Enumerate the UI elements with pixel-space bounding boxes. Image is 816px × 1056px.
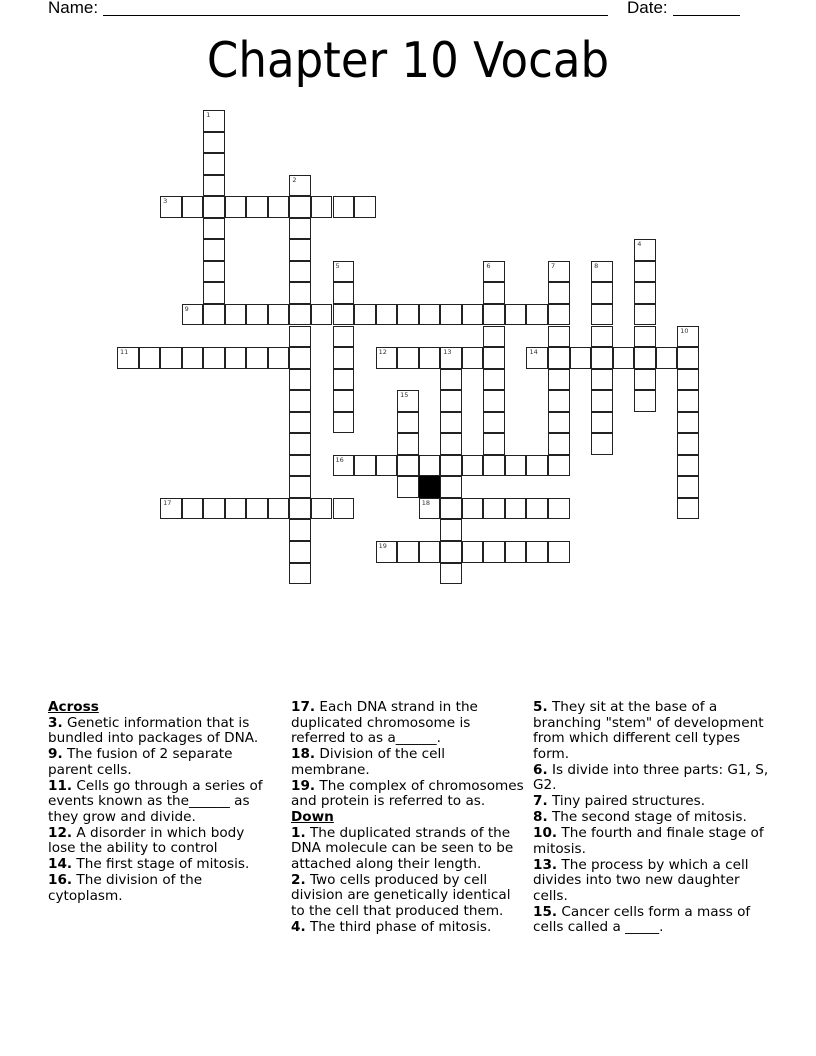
grid-cell[interactable] (677, 326, 699, 348)
grid-cell[interactable] (505, 455, 527, 477)
grid-cell[interactable] (311, 304, 333, 326)
clue-number: 18. (291, 746, 316, 762)
clue-number: 7. (533, 793, 548, 809)
clue-item (291, 779, 526, 810)
grid-cell[interactable] (483, 282, 505, 304)
grid-cell[interactable] (289, 282, 311, 304)
clue-number: 19. (291, 777, 316, 794)
grid-cell[interactable] (289, 390, 311, 412)
grid-cell[interactable] (440, 369, 462, 391)
grid-cell[interactable] (289, 196, 311, 218)
grid-cell[interactable] (440, 563, 462, 585)
grid-cell[interactable] (333, 498, 355, 520)
page-title: Chapter 10 Vocab (206, 32, 610, 89)
grid-cell[interactable] (634, 239, 656, 261)
grid-cell[interactable] (483, 455, 505, 477)
clue-text: Tiny paired structures. (547, 793, 706, 809)
grid-cell[interactable] (203, 304, 225, 326)
grid-cell[interactable] (289, 412, 311, 434)
clue-item (291, 873, 526, 920)
clue-item (291, 920, 526, 936)
grid-cell[interactable] (289, 455, 311, 477)
grid-cell[interactable] (289, 498, 311, 520)
grid-cell[interactable] (268, 304, 290, 326)
cell-number: 18 (421, 498, 430, 507)
black-cell (419, 476, 441, 498)
grid-cell[interactable] (570, 347, 592, 369)
grid-cell[interactable] (613, 347, 635, 369)
cell-number: 6 (486, 261, 491, 270)
grid-cell[interactable] (376, 455, 398, 477)
grid-cell[interactable] (440, 347, 462, 369)
grid-cell[interactable] (591, 282, 613, 304)
grid-cell[interactable] (483, 261, 505, 283)
clue-item (48, 826, 273, 857)
grid-cell[interactable] (419, 498, 441, 520)
grid-cell[interactable] (526, 455, 548, 477)
cell-number: 14 (529, 348, 538, 357)
grid-cell[interactable] (483, 304, 505, 326)
clue-column-1 (48, 700, 273, 905)
grid-cell[interactable] (548, 498, 570, 520)
grid-cell[interactable] (483, 541, 505, 563)
grid-cell[interactable] (526, 304, 548, 326)
grid-cell[interactable] (548, 369, 570, 391)
grid-cell[interactable] (182, 498, 204, 520)
clue-text: The third phase of mitosis. (305, 918, 492, 935)
grid-cell[interactable] (462, 498, 484, 520)
cell-number: 11 (120, 348, 129, 357)
cell-number: 17 (163, 498, 172, 507)
grid-cell[interactable] (333, 282, 355, 304)
grid-cell[interactable] (548, 541, 570, 563)
grid-cell[interactable] (440, 498, 462, 520)
clue-item (48, 747, 273, 778)
grid-cell[interactable] (483, 347, 505, 369)
grid-cell[interactable] (548, 433, 570, 455)
clue-text: Cells go through a series of events known as the______ as they grow and divide. (48, 777, 263, 825)
clue-number: 17. (291, 699, 316, 715)
grid-cell[interactable] (505, 498, 527, 520)
grid-cell[interactable] (440, 304, 462, 326)
cell-number: 5 (335, 261, 340, 270)
down-heading: Down (291, 809, 334, 825)
cell-number: 3 (163, 197, 168, 206)
clue-item (533, 794, 773, 810)
grid-cell[interactable] (677, 455, 699, 477)
clue-text: The duplicated strands of the DNA molecule can be seen to be attached along their length. (291, 824, 514, 872)
grid-cell[interactable] (634, 347, 656, 369)
clue-item (533, 826, 773, 857)
grid-cell[interactable] (677, 347, 699, 369)
clue-text: Is divide into three parts: G1, S, G2. (533, 761, 769, 793)
clue-item (48, 873, 273, 904)
clue-item (291, 700, 526, 747)
grid-cell[interactable] (419, 541, 441, 563)
grid-cell[interactable] (591, 261, 613, 283)
grid-cell[interactable] (333, 326, 355, 348)
grid-cell[interactable] (203, 498, 225, 520)
grid-cell[interactable] (203, 153, 225, 175)
grid-cell[interactable] (246, 498, 268, 520)
clue-number: 2. (291, 871, 306, 888)
grid-cell[interactable] (354, 455, 376, 477)
clue-item (291, 826, 526, 873)
crossword-grid (117, 110, 717, 590)
grid-cell[interactable] (483, 433, 505, 455)
grid-cell[interactable] (548, 304, 570, 326)
grid-cell[interactable] (289, 175, 311, 197)
grid-cell[interactable] (289, 476, 311, 498)
clue-text: The process by which a cell divides into two new daughter cells. (533, 856, 749, 904)
clue-number: 13. (533, 856, 558, 873)
clue-item (291, 747, 526, 778)
grid-cell[interactable] (182, 196, 204, 218)
grid-cell[interactable] (483, 326, 505, 348)
clue-text: Genetic information that is bundled into packages of DNA. (48, 714, 259, 746)
grid-cell[interactable] (333, 412, 355, 434)
grid-cell[interactable] (526, 541, 548, 563)
grid-cell[interactable] (462, 455, 484, 477)
grid-cell[interactable] (289, 347, 311, 369)
grid-cell[interactable] (677, 476, 699, 498)
cell-number: 7 (551, 261, 556, 270)
clue-text: They sit at the base of a branching "stem" of development from which different cell types form. (533, 699, 764, 762)
grid-cell[interactable] (677, 412, 699, 434)
grid-cell[interactable] (548, 261, 570, 283)
grid-cell[interactable] (289, 239, 311, 261)
grid-cell[interactable] (139, 347, 161, 369)
grid-cell[interactable] (548, 390, 570, 412)
grid-cell[interactable] (268, 196, 290, 218)
grid-cell[interactable] (634, 326, 656, 348)
clue-item (533, 810, 773, 826)
grid-cell[interactable] (440, 412, 462, 434)
clue-number: 3. (48, 714, 63, 731)
grid-cell[interactable] (289, 304, 311, 326)
grid-cell[interactable] (483, 390, 505, 412)
grid-cell[interactable] (203, 239, 225, 261)
clue-item (533, 858, 773, 905)
grid-cell[interactable] (591, 304, 613, 326)
grid-cell[interactable] (333, 455, 355, 477)
clue-column-3 (533, 700, 773, 936)
grid-cell[interactable] (505, 304, 527, 326)
grid-cell[interactable] (548, 347, 570, 369)
grid-cell[interactable] (289, 541, 311, 563)
grid-cell[interactable] (289, 433, 311, 455)
clue-number: 12. (48, 824, 73, 841)
clue-number: 14. (48, 856, 73, 872)
cell-number: 16 (335, 455, 344, 464)
grid-cell[interactable] (462, 347, 484, 369)
cell-number: 1 (206, 111, 211, 119)
grid-cell[interactable] (203, 282, 225, 304)
grid-cell[interactable] (117, 347, 139, 369)
clue-number: 16. (48, 872, 73, 888)
grid-cell[interactable] (203, 110, 225, 132)
grid-cell[interactable] (203, 218, 225, 240)
clue-number: 9. (48, 746, 63, 762)
grid-cell[interactable] (440, 390, 462, 412)
grid-cell[interactable] (225, 304, 247, 326)
grid-cell[interactable] (419, 455, 441, 477)
grid-cell[interactable] (354, 196, 376, 218)
grid-cell[interactable] (397, 541, 419, 563)
clue-text: Each DNA strand in the duplicated chromosome is referred to as a______. (291, 699, 478, 746)
grid-cell[interactable] (634, 261, 656, 283)
clue-text: A disorder in which body lose the ability to control (48, 824, 245, 856)
clue-item (533, 700, 773, 762)
clue-item (48, 857, 273, 873)
clue-number: 8. (533, 809, 548, 825)
grid-cell[interactable] (246, 304, 268, 326)
grid-cell[interactable] (397, 433, 419, 455)
grid-cell[interactable] (397, 476, 419, 498)
cell-number: 9 (184, 304, 189, 313)
grid-cell[interactable] (268, 347, 290, 369)
grid-cell[interactable] (311, 498, 333, 520)
grid-cell[interactable] (634, 369, 656, 391)
grid-cell[interactable] (203, 196, 225, 218)
grid-cell[interactable] (462, 541, 484, 563)
grid-cell[interactable] (289, 261, 311, 283)
grid-cell[interactable] (289, 563, 311, 585)
grid-cell[interactable] (333, 196, 355, 218)
cell-number: 12 (378, 348, 387, 357)
grid-cell[interactable] (440, 476, 462, 498)
clue-text: The division of the cytoplasm. (48, 872, 203, 904)
grid-cell[interactable] (591, 369, 613, 391)
grid-cell[interactable] (203, 132, 225, 154)
grid-cell[interactable] (333, 261, 355, 283)
cell-number: 19 (378, 542, 387, 550)
clue-column-2 (291, 700, 526, 936)
clue-number: 5. (533, 699, 548, 715)
grid-cell[interactable] (397, 390, 419, 412)
date-label: Date: (627, 0, 668, 17)
grid-cell[interactable] (397, 304, 419, 326)
clue-text: Cancer cells form a mass of cells called a _____. (533, 903, 751, 935)
grid-cell[interactable] (289, 326, 311, 348)
grid-cell[interactable] (354, 304, 376, 326)
grid-cell[interactable] (203, 175, 225, 197)
grid-cell[interactable] (505, 541, 527, 563)
clue-number: 4. (291, 918, 306, 935)
clue-number: 1. (291, 824, 306, 841)
clue-item (48, 779, 273, 826)
clue-text: The first stage of mitosis. (72, 856, 250, 872)
grid-cell[interactable] (376, 304, 398, 326)
grid-cell[interactable] (483, 369, 505, 391)
cell-number: 4 (637, 240, 642, 249)
grid-cell[interactable] (634, 304, 656, 326)
grid-cell[interactable] (419, 304, 441, 326)
grid-cell[interactable] (397, 347, 419, 369)
clue-text: Division of the cell membrane. (291, 746, 446, 778)
clue-text: Two cells produced by cell division are genetically identical to the cell that produced them. (291, 871, 511, 919)
grid-cell[interactable] (376, 347, 398, 369)
cell-number: 2 (292, 175, 297, 184)
grid-cell[interactable] (311, 196, 333, 218)
grid-cell[interactable] (376, 541, 398, 563)
grid-cell[interactable] (440, 433, 462, 455)
grid-cell[interactable] (289, 369, 311, 391)
clue-item (533, 763, 773, 794)
grid-cell[interactable] (440, 519, 462, 541)
grid-cell[interactable] (160, 498, 182, 520)
cell-number: 15 (400, 391, 409, 400)
grid-cell[interactable] (182, 304, 204, 326)
grid-cell[interactable] (677, 369, 699, 391)
date-field[interactable] (673, 15, 740, 16)
name-field[interactable] (103, 15, 608, 16)
grid-cell[interactable] (677, 498, 699, 520)
grid-cell[interactable] (677, 390, 699, 412)
name-label: Name: (48, 0, 99, 17)
grid-cell[interactable] (419, 347, 441, 369)
grid-cell[interactable] (182, 347, 204, 369)
grid-cell[interactable] (333, 304, 355, 326)
clue-text: The fourth and finale stage of mitosis. (533, 825, 764, 857)
grid-cell[interactable] (483, 412, 505, 434)
grid-cell[interactable] (440, 541, 462, 563)
grid-cell[interactable] (440, 455, 462, 477)
grid-cell[interactable] (160, 347, 182, 369)
header-line (48, 0, 748, 20)
grid-cell[interactable] (203, 261, 225, 283)
grid-cell[interactable] (397, 455, 419, 477)
grid-cell[interactable] (333, 369, 355, 391)
grid-cell[interactable] (591, 347, 613, 369)
clue-number: 10. (533, 825, 558, 841)
grid-cell[interactable] (548, 282, 570, 304)
grid-cell[interactable] (634, 390, 656, 412)
grid-cell[interactable] (268, 498, 290, 520)
across-heading: Across (48, 699, 99, 715)
clue-text: The fusion of 2 separate parent cells. (48, 746, 233, 778)
clue-number: 6. (533, 761, 548, 778)
cell-number: 8 (594, 261, 599, 270)
grid-cell[interactable] (203, 347, 225, 369)
cell-number: 13 (443, 348, 452, 357)
grid-cell[interactable] (591, 433, 613, 455)
grid-cell[interactable] (526, 347, 548, 369)
clue-number: 11. (48, 777, 73, 794)
grid-cell[interactable] (591, 326, 613, 348)
clue-number: 15. (533, 903, 558, 920)
grid-cell[interactable] (225, 196, 247, 218)
grid-cell[interactable] (656, 347, 678, 369)
grid-cell[interactable] (397, 412, 419, 434)
grid-cell[interactable] (160, 196, 182, 218)
grid-cell[interactable] (526, 498, 548, 520)
grid-cell[interactable] (333, 347, 355, 369)
grid-cell[interactable] (225, 498, 247, 520)
clue-item (533, 905, 773, 936)
cell-number: 10 (680, 326, 689, 335)
grid-cell[interactable] (462, 304, 484, 326)
grid-cell[interactable] (246, 196, 268, 218)
grid-cell[interactable] (591, 390, 613, 412)
grid-cell[interactable] (677, 433, 699, 455)
clue-text: The second stage of mitosis. (547, 809, 747, 825)
grid-cell[interactable] (634, 282, 656, 304)
grid-cell[interactable] (591, 412, 613, 434)
grid-cell[interactable] (483, 498, 505, 520)
grid-cell[interactable] (289, 519, 311, 541)
grid-cell[interactable] (548, 412, 570, 434)
grid-cell[interactable] (225, 347, 247, 369)
grid-cell[interactable] (246, 347, 268, 369)
clue-text: The complex of chromosomes and protein is referred to as. (291, 777, 524, 809)
grid-cell[interactable] (333, 390, 355, 412)
grid-cell[interactable] (548, 326, 570, 348)
clue-item (48, 716, 273, 747)
grid-cell[interactable] (548, 455, 570, 477)
grid-cell[interactable] (289, 218, 311, 240)
